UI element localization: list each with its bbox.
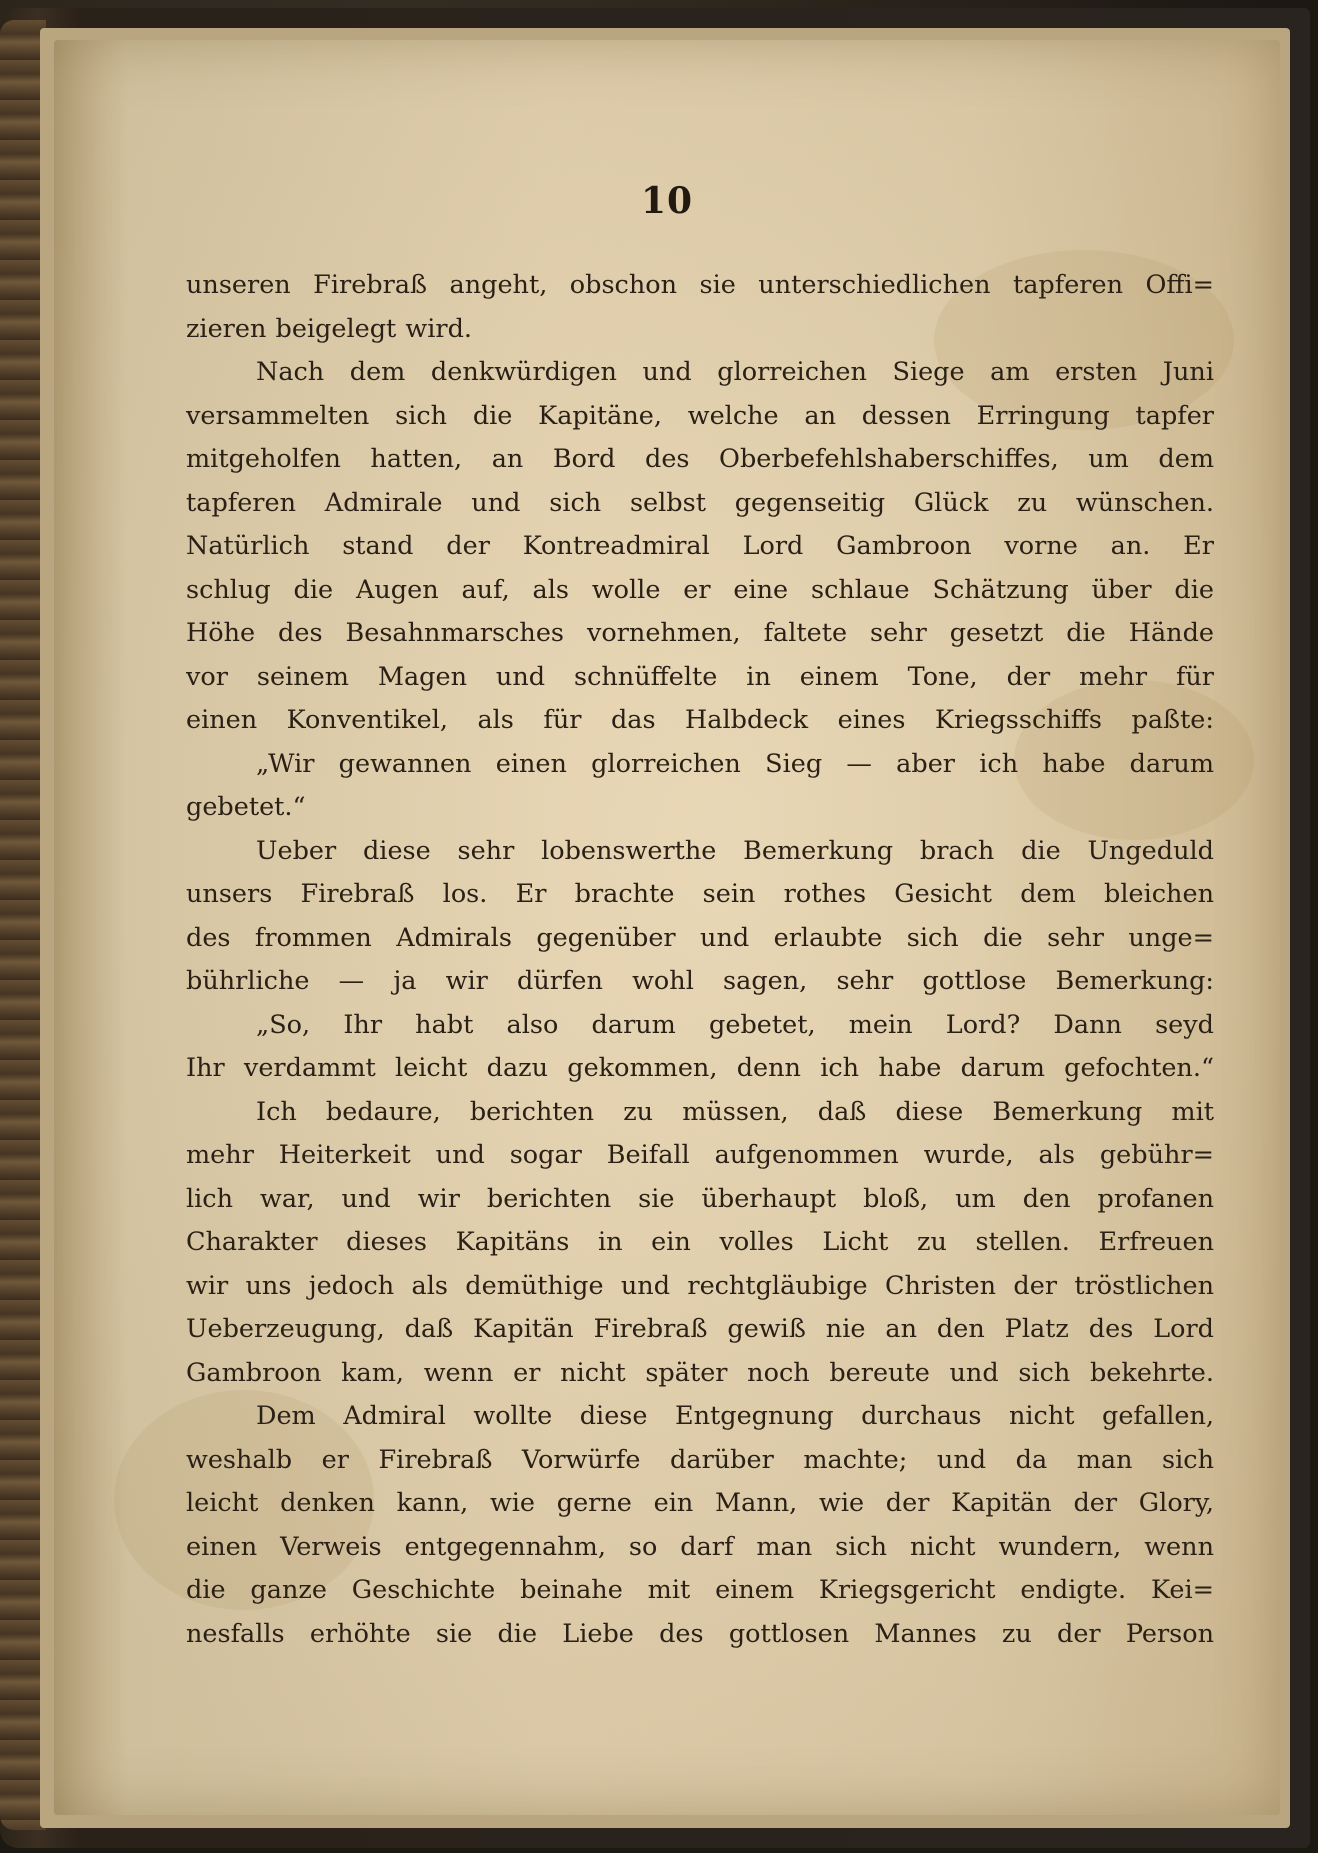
text-line: Höhe des Besahnmarsches vornehmen, faltete sehr gesetzt die Hände (186, 618, 1214, 648)
text-line: nesfalls erhöhte sie die Liebe des gottlosen Mannes zu der Person (186, 1618, 1214, 1649)
text-line: die ganze Geschichte beinahe mit einem Kriegsgericht endigte. Kei= (186, 1575, 1214, 1605)
text-line: Natürlich stand der Kontreadmiral Lord Gambroon vorne an. Er (186, 531, 1214, 561)
text-line: einen Konventikel, als für das Halbdeck eines Kriegsschiffs paßte: (186, 705, 1214, 735)
text-line: mitgeholfen hatten, an Bord des Oberbefehlshaberschiffes, um dem (186, 444, 1214, 474)
text-line: bührliche — ja wir dürfen wohl sagen, sehr gottlose Bemerkung: (186, 966, 1214, 996)
text-line: Ueberzeugung, daß Kapitän Firebraß gewiß nie an den Platz des Lord (186, 1314, 1214, 1344)
text-line: Ihr verdammt leicht dazu gekommen, denn ich habe darum gefochten.“ (186, 1053, 1214, 1083)
text-line: versammelten sich die Kapitäne, welche an dessen Erringung tapfer (186, 400, 1214, 431)
text-line: lich war, und wir berichten sie überhaupt bloß, um den profanen (186, 1183, 1214, 1214)
text-line: gebetet.“ (186, 792, 306, 822)
text-line: wir uns jedoch als demüthige und rechtgläubige Christen der tröstlichen (186, 1270, 1214, 1301)
text-line: Gambroon kam, wenn er nicht später noch bereute und sich bekehrte. (186, 1357, 1214, 1388)
text-line: Ueber diese sehr lobenswerthe Bemerkung brach die Ungeduld (256, 835, 1214, 866)
text-line: Charakter dieses Kapitäns in ein volles Licht zu stellen. Erfreuen (186, 1227, 1214, 1257)
book-page (54, 40, 1280, 1815)
text-line: unsers Firebraß los. Er brachte sein rothes Gesicht dem bleichen (186, 879, 1214, 909)
text-line: Dem Admiral wollte diese Entgegnung durchaus nicht gefallen, (256, 1401, 1214, 1431)
text-line: „So, Ihr habt also darum gebetet, mein Lord? Dann seyd (256, 1009, 1214, 1040)
text-line: des frommen Admirals gegenüber und erlaubte sich die sehr unge= (186, 922, 1214, 953)
text-line: zieren beigelegt wird. (186, 313, 472, 344)
text-line: weshalb er Firebraß Vorwürfe darüber machte; und da man sich (186, 1444, 1214, 1475)
text-line: unseren Firebraß angeht, obschon sie unterschiedlichen tapferen Offi= (186, 270, 1214, 300)
text-line: mehr Heiterkeit und sogar Beifall aufgenommen wurde, als gebühr= (186, 1140, 1214, 1170)
text-line: schlug die Augen auf, als wolle er eine schlaue Schätzung über die (186, 574, 1214, 605)
text-line: einen Verweis entgegennahm, so darf man sich nicht wundern, wenn (186, 1531, 1214, 1562)
text-line: Nach dem denkwürdigen und glorreichen Siege am ersten Juni (256, 357, 1214, 387)
page-number: 10 (640, 180, 694, 222)
text-line: „Wir gewannen einen glorreichen Sieg — aber ich habe darum (256, 748, 1214, 779)
text-line: Ich bedaure, berichten zu müssen, daß diese Bemerkung mit (256, 1096, 1214, 1127)
body-text (186, 264, 1214, 1656)
text-line: vor seinem Magen und schnüffelte in einem Tone, der mehr für (186, 661, 1214, 692)
text-line: leicht denken kann, wie gerne ein Mann, wie der Kapitän der Glory, (186, 1488, 1214, 1518)
text-line: tapferen Admirale und sich selbst gegenseitig Glück zu wünschen. (186, 487, 1214, 518)
